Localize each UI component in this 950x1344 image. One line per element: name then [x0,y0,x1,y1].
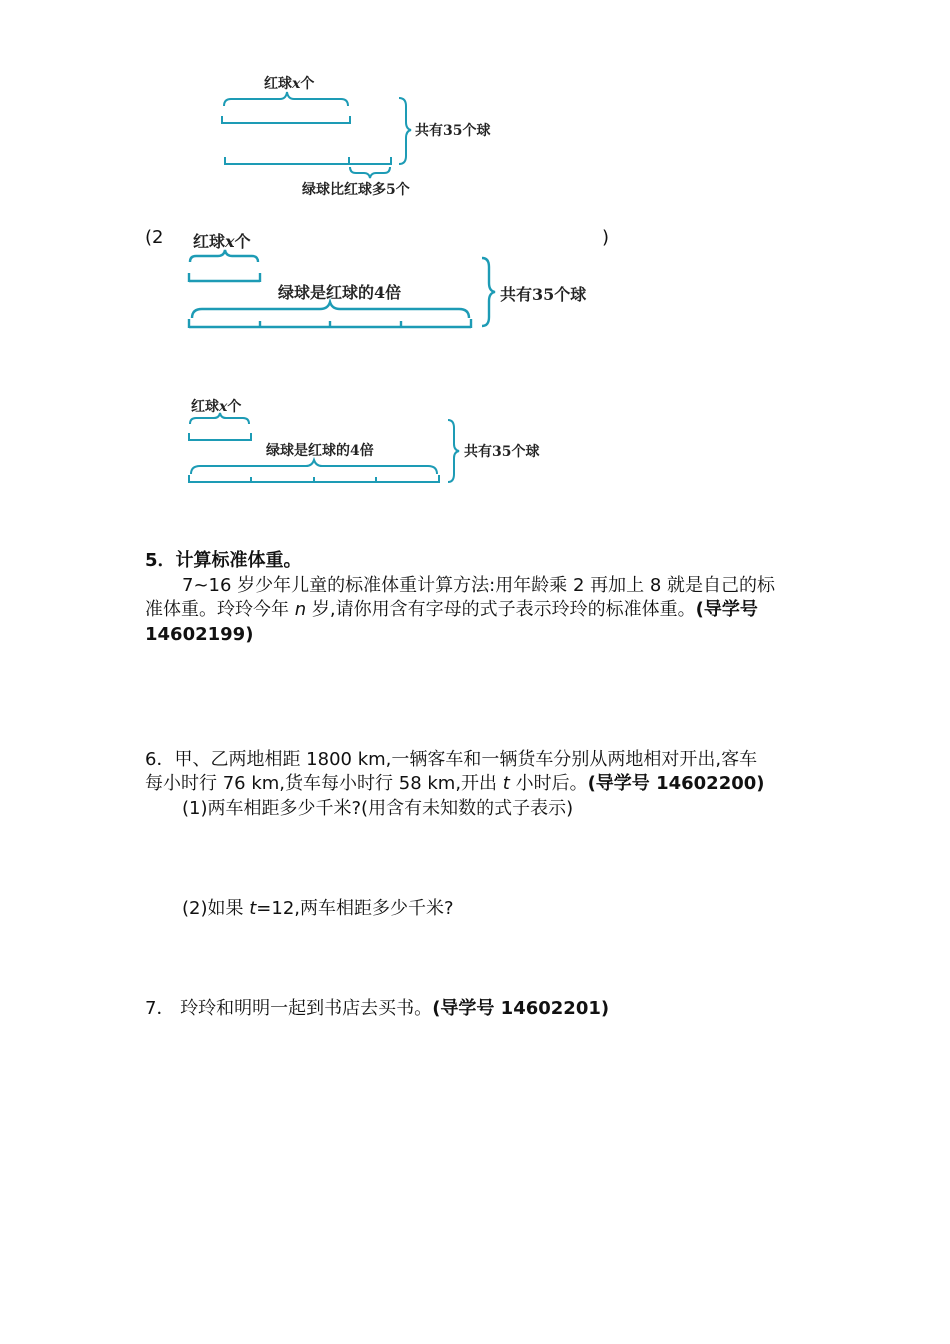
option-2-close: ) [602,227,610,248]
extra-brace-1 [350,167,390,178]
q6-sub-question-1: (1)两车相距多少千米?(用含有未知数的式子表示) [182,798,574,819]
total-brace-2 [482,258,495,326]
q5-line-1: 7~16 岁少年儿童的标准体重计算方法:用年龄乘 2 再加上 8 就是自己的标 [182,575,776,596]
q7-line: 7． 玲玲和明明一起到书店去买书。(导学号 14602201) [145,998,610,1019]
total-label-1: 共有35个球 [415,123,491,139]
green-ball-label-3: 绿球是红球的4倍 [266,443,374,459]
total-brace-3 [448,420,459,482]
red-ball-label-1: 红球x个 [264,76,315,92]
red-ball-label-3: 红球x个 [191,399,242,415]
q5-line-2: 准体重。玲玲今年 n 岁,请你用含有字母的式子表示玲玲的标准体重。(导学号 [145,599,758,620]
diagram-1 [222,92,411,178]
total-label-2: 共有35个球 [500,285,587,304]
total-brace-1 [399,98,411,164]
green-brace-3 [191,460,437,474]
q6-line-1: 6．甲、乙两地相距 1800 km,一辆客车和一辆货车分别从两地相对开出,客车 [145,749,758,770]
option-2-open: (2 [145,227,164,248]
green-ball-label-1: 绿球比红球多5个 [302,182,410,198]
q5-heading: 5．计算标准体重。 [145,550,302,571]
green-brace-2 [192,302,469,318]
q6-sub-question-2: (2)如果 t=12,两车相距多少千米? [182,898,454,919]
q5-reference: 14602199) [145,624,254,645]
q6-line-2: 每小时行 76 km,货车每小时行 58 km,开出 t 小时后。(导学号 14602200) [145,773,765,794]
green-ball-label-2: 绿球是红球的4倍 [278,283,402,302]
red-brace-1 [224,92,348,106]
red-ball-label-2: 红球x个 [193,232,251,251]
total-label-3: 共有35个球 [464,444,540,460]
